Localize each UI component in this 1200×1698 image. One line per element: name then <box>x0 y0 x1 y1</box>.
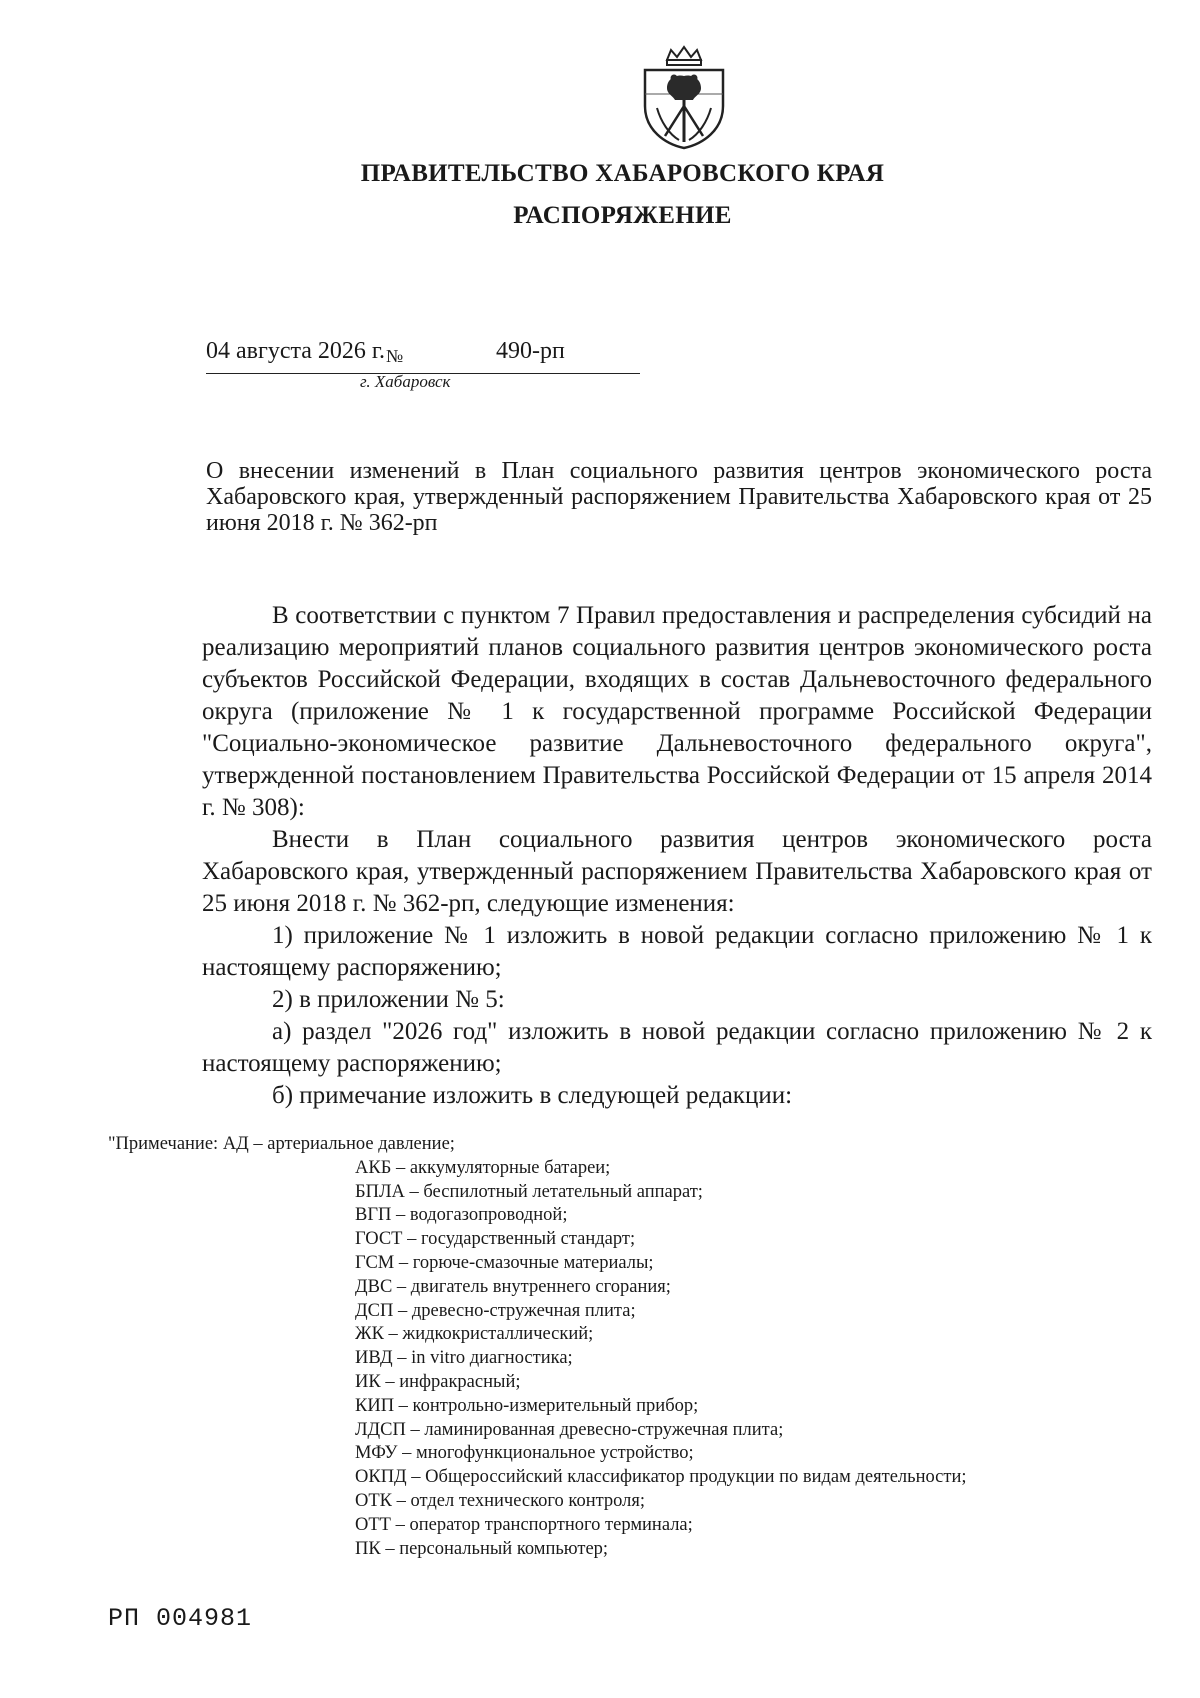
note-item: ГОСТ – государственный стандарт; <box>355 1229 636 1250</box>
document-date: 04 августа 2026 г. <box>206 338 386 364</box>
organization-title: ПРАВИТЕЛЬСТВО ХАБАРОВСКОГО КРАЯ <box>360 160 885 187</box>
note-item: ИВД – in vitro диагностика; <box>355 1348 573 1369</box>
note-item: ОКПД – Общероссийский классификатор продукции по видам деятельности; <box>355 1467 967 1488</box>
number-sign: № <box>386 346 404 366</box>
note-item: БПЛА – беспилотный летательный аппарат; <box>355 1181 703 1202</box>
note-item: ОТК – отдел технического контроля; <box>355 1490 646 1511</box>
note-item: ВГП – водогазопроводной; <box>355 1205 568 1226</box>
body-paragraph: В соответствии с пунктом 7 Правил предоставления и распределения субсидий на реализацию мероприятий планов социального развития центров экономического роста субъектов Российской Федерации, входящих в состав Дальневосточного федерального округа (приложение № 1 к государственной программе Российской Федерации "Социально-экономическое развитие Дальневосточного федерального округа", утвержденной постановлением Правительства Российской Федерации от 15 апреля 2014 г. № 308): <box>202 602 1152 821</box>
khabarovsk-coat-of-arms-icon <box>637 44 731 150</box>
document-number: 490-рп <box>496 338 565 364</box>
body-paragraph: 2) в приложении № 5: <box>272 986 505 1013</box>
note-item: АД – артериальное давление; <box>222 1134 455 1154</box>
form-serial-number: РП 004981 <box>108 1604 253 1633</box>
note-item: ГСМ – горюче-смазочные материалы; <box>355 1252 654 1273</box>
body-paragraph: б) примечание изложить в следующей редакции: <box>272 1082 793 1109</box>
body-paragraph: 1) приложение № 1 изложить в новой редакции согласно приложению № 1 к настоящему распоряжению; <box>202 922 1152 981</box>
document-body <box>202 600 1152 1112</box>
date-number-row <box>206 338 640 374</box>
note-item: ДВС – двигатель внутреннего сгорания; <box>355 1276 671 1297</box>
body-paragraph: а) раздел "2026 год" изложить в новой редакции согласно приложению № 2 к настоящему распоряжению; <box>202 1018 1152 1077</box>
note-item: АКБ – аккумуляторные батареи; <box>355 1157 611 1178</box>
document-subject: О внесении изменений в План социального развития центров экономического роста Хабаровского края, утвержденный распоряжением Правительства Хабаровского края от 25 июня 2018 г. № 362-рп <box>206 458 1152 536</box>
note-first-line <box>108 1133 1188 1157</box>
note-item: КИП – контрольно-измерительный прибор; <box>355 1395 699 1416</box>
body-paragraph: Внести в План социального развития центров экономического роста Хабаровского края, утвержденный распоряжением Правительства Хабаровского края от 25 июня 2018 г. № 362-рп, следующие изменения: <box>202 826 1152 917</box>
note-item: ДСП – древесно-стружечная плита; <box>355 1300 636 1321</box>
note-item: ИК – инфракрасный; <box>355 1371 521 1392</box>
note-item: ПК – персональный компьютер; <box>355 1538 609 1559</box>
note-item: ЖК – жидкокристаллический; <box>355 1324 594 1345</box>
document-city: г. Хабаровск <box>360 372 451 391</box>
note-item: МФУ – многофункциональное устройство; <box>355 1443 694 1464</box>
note-section <box>108 1133 1188 1561</box>
document-type: РАСПОРЯЖЕНИЕ <box>513 202 732 229</box>
note-lead: "Примечание: <box>108 1134 223 1154</box>
note-item: ЛДСП – ламинированная древесно-стружечная плита; <box>355 1419 784 1440</box>
note-item: ОТТ – оператор транспортного терминала; <box>355 1514 693 1535</box>
